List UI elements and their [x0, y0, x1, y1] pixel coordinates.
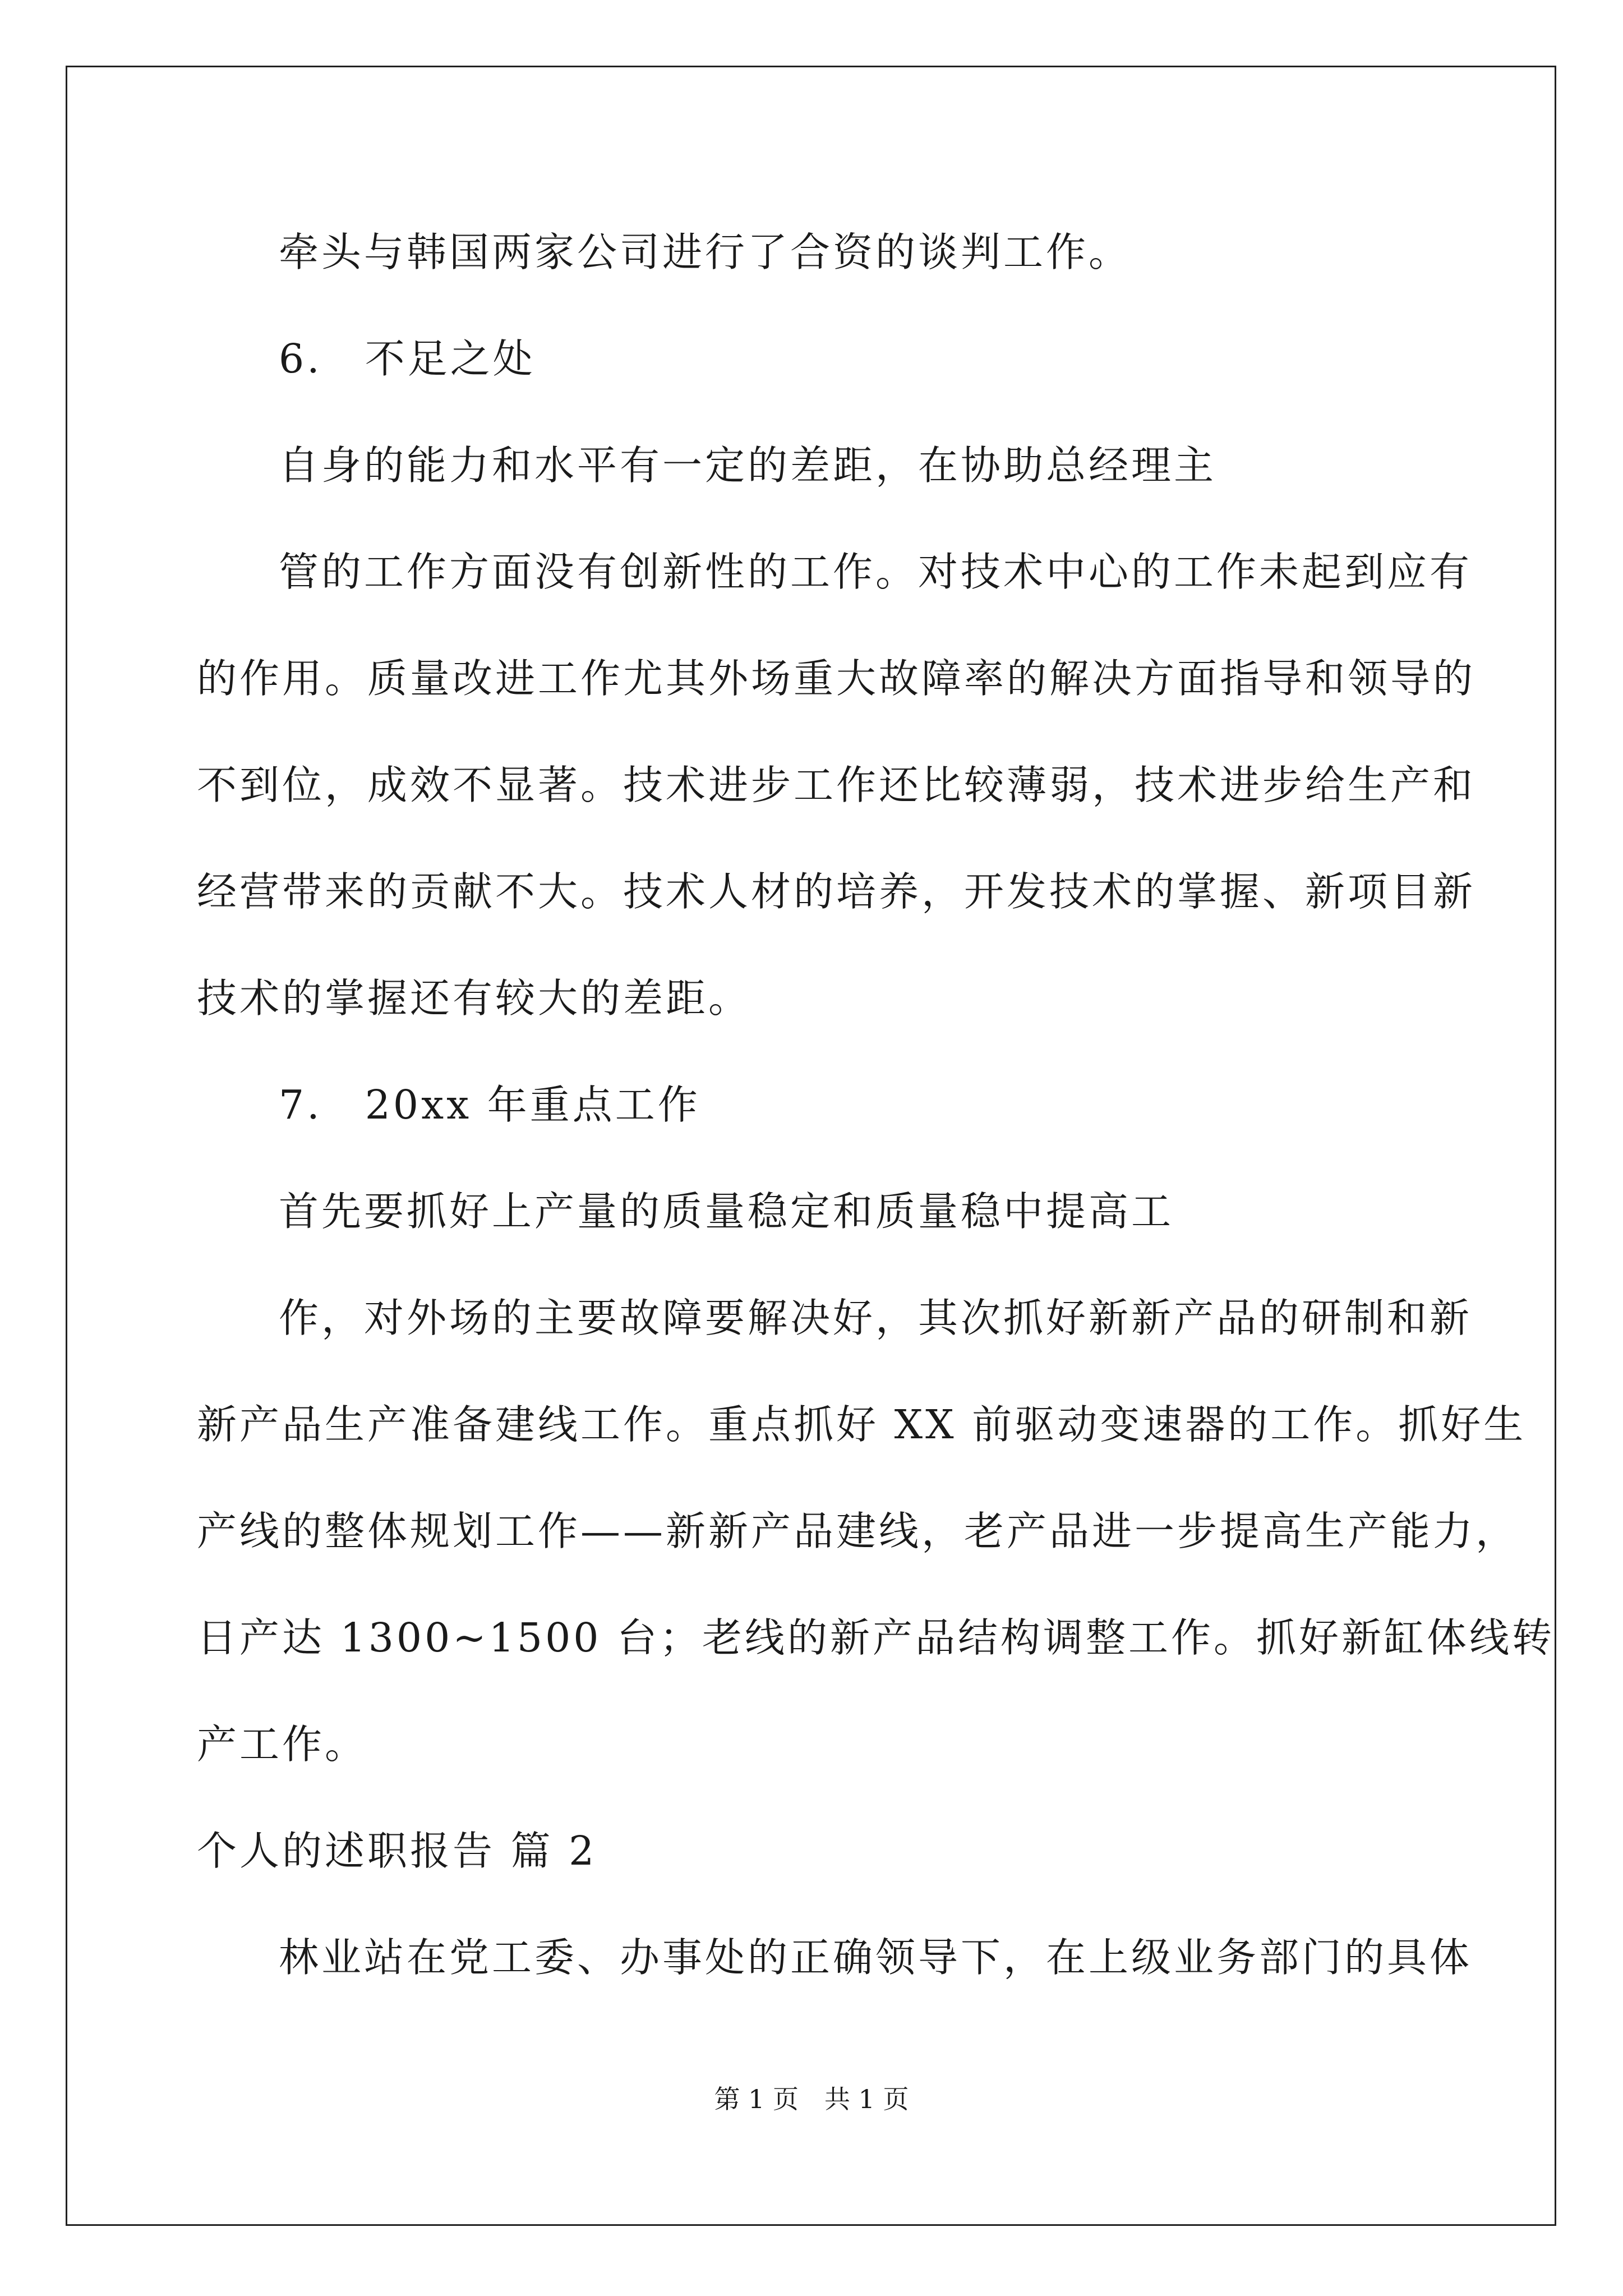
paragraph-line: 不到位，成效不显著。技术进步工作还比较薄弱，技术进步给生产和: [197, 762, 1476, 808]
paragraph-line: 首先要抓好上产量的质量稳定和质量稳中提高工: [279, 1188, 1174, 1235]
paragraph-line: 自身的能力和水平有一定的差距，在协助总经理主: [279, 442, 1217, 489]
paragraph-line: 新产品生产准备建线工作。重点抓好 XX 前驱动变速器的工作。抓好生: [197, 1401, 1527, 1448]
paragraph-line: 经营带来的贡献不大。技术人材的培养，开发技术的掌握、新项目新: [197, 868, 1476, 915]
page-border: [66, 66, 1556, 2226]
paragraph-line: 牵头与韩国两家公司进行了合资的谈判工作。: [279, 229, 1132, 275]
section-heading-6: 6. 不足之处: [279, 335, 536, 382]
paragraph-line: 的作用。质量改进工作尤其外场重大故障率的解决方面指导和领导的: [197, 655, 1476, 702]
paragraph-line: 技术的掌握还有较大的差距。: [197, 975, 751, 1022]
paragraph-line: 日产达 1300~1500 台；老线的新产品结构调整工作。抓好新缸体线转: [197, 1614, 1555, 1661]
page-number-footer: 第 1 页 共 1 页: [714, 2084, 909, 2114]
paragraph-line: 产线的整体规划工作——新新产品建线，老产品进一步提高生产能力，: [197, 1508, 1519, 1554]
paragraph-line: 产工作。: [197, 1721, 368, 1768]
report-title: 个人的述职报告 篇 2: [197, 1828, 597, 1874]
paragraph-line: 管的工作方面没有创新性的工作。对技术中心的工作未起到应有: [279, 549, 1473, 595]
paragraph-line: 作，对外场的主要故障要解决好，其次抓好新新产品的研制和新: [279, 1295, 1473, 1341]
paragraph-line: 林业站在党工委、办事处的正确领导下，在上级业务部门的具体: [279, 1934, 1473, 1981]
section-heading-7: 7. 20xx 年重点工作: [279, 1082, 700, 1128]
